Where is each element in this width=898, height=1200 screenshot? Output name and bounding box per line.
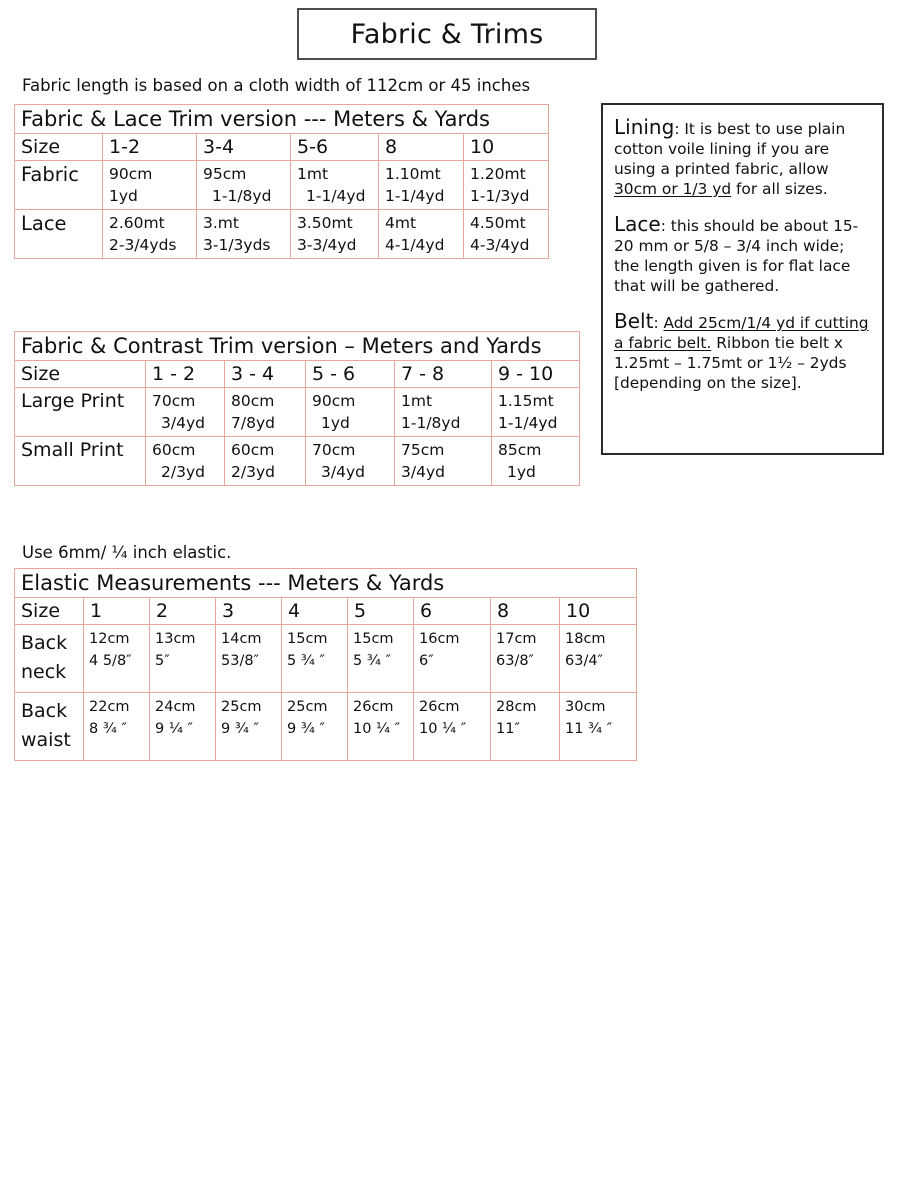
row-label-back-neck: Back neck — [15, 625, 84, 693]
metric-value: 3.50mt — [297, 214, 353, 232]
table-cell — [414, 692, 491, 760]
imperial-value: 1-1/4yd — [385, 187, 445, 205]
page-title-box — [297, 8, 597, 60]
metric-value: 26cm — [419, 698, 460, 715]
table-caption-row — [15, 332, 580, 361]
metric-value: 70cm — [152, 392, 196, 410]
table-cell — [225, 388, 306, 437]
metric-value: 26cm — [353, 698, 394, 715]
table-elastic-measurements — [14, 568, 637, 761]
metric-value: 1.15mt — [498, 392, 554, 410]
imperial-value: 11 ¾ ″ — [565, 720, 613, 737]
imperial-value: 10 ¼ ″ — [353, 720, 401, 737]
imperial-value: 2/3yd — [231, 463, 275, 481]
metric-value: 24cm — [155, 698, 196, 715]
table-cell — [560, 692, 637, 760]
metric-value: 70cm — [312, 441, 356, 459]
note-heading: Lining — [614, 115, 675, 139]
table-cell — [492, 437, 580, 486]
metric-value: 16cm — [419, 631, 460, 647]
note-belt — [614, 309, 871, 393]
imperial-value: 5 ¾ ″ — [287, 652, 325, 669]
imperial-value: 5 ¾ ″ — [353, 652, 391, 669]
table-cell — [395, 437, 492, 486]
column-header-size-value: 1 - 2 — [146, 361, 225, 388]
imperial-value: 1yd — [507, 463, 536, 481]
table-row — [15, 388, 580, 437]
technical-drawings — [0, 788, 898, 1200]
note-text: this should be about 15-20 mm or 5/8 – 3/4 inch wide; the length given is for flat lace that will be gathered. — [614, 217, 859, 296]
table-cell — [291, 210, 379, 259]
column-header-size-value: 5 - 6 — [306, 361, 395, 388]
note-heading-colon: : — [660, 217, 666, 236]
column-header-size-value: 1 — [84, 598, 150, 625]
table-cell — [84, 625, 150, 693]
note-text: It is best to use plain cotton voile lining if you are using a printed fabric, allow — [614, 120, 846, 179]
table-cell — [150, 692, 216, 760]
metric-value: 1mt — [297, 165, 329, 183]
table-cell — [395, 388, 492, 437]
fabric-width-note: Fabric length is based on a cloth width of 112cm or 45 inches — [22, 76, 531, 95]
metric-value: 95cm — [203, 165, 247, 183]
imperial-value: 3/4yd — [161, 414, 205, 432]
metric-value: 25cm — [287, 698, 328, 715]
column-header-size-value: 3 — [216, 598, 282, 625]
metric-value: 14cm — [221, 631, 262, 647]
table-cell — [150, 625, 216, 693]
table-cell — [379, 161, 464, 210]
table-cell — [560, 625, 637, 693]
metric-value: 3.mt — [203, 214, 239, 232]
column-header-size-value: 8 — [379, 134, 464, 161]
column-header-size-value: 5 — [348, 598, 414, 625]
imperial-value: 2-3/4yds — [109, 236, 177, 254]
imperial-value: 9 ¾ ″ — [221, 720, 259, 737]
metric-value: 30cm — [565, 698, 606, 715]
table-row — [15, 161, 549, 210]
row-label-large-print: Large Print — [15, 388, 146, 437]
imperial-value: 5″ — [155, 652, 170, 669]
imperial-value: 3-3/4yd — [297, 236, 357, 254]
metric-value: 13cm — [155, 631, 196, 647]
table-caption: Fabric & Contrast Trim version – Meters and Yards — [15, 332, 580, 361]
imperial-value: 1-1/8yd — [401, 414, 461, 432]
table-cell — [103, 161, 197, 210]
row-label-small-print: Small Print — [15, 437, 146, 486]
table-row — [15, 625, 637, 693]
table-cell — [225, 437, 306, 486]
metric-value: 1.20mt — [470, 165, 526, 183]
metric-value: 90cm — [312, 392, 356, 410]
table-row — [15, 210, 549, 259]
table-cell — [282, 692, 348, 760]
column-header-size-value: 7 - 8 — [395, 361, 492, 388]
imperial-value: 4-3/4yd — [470, 236, 530, 254]
table-caption: Fabric & Lace Trim version --- Meters & Yards — [15, 105, 549, 134]
column-header-size-value: 3 - 4 — [225, 361, 306, 388]
column-header-size-value: 6 — [414, 598, 491, 625]
imperial-value: 63/8″ — [496, 652, 534, 669]
imperial-value: 4-1/4yd — [385, 236, 445, 254]
metric-value: 60cm — [152, 441, 196, 459]
note-lining — [614, 115, 871, 199]
imperial-value: 4 5/8″ — [89, 652, 132, 669]
imperial-value: 11″ — [496, 720, 520, 737]
table-cell — [491, 625, 560, 693]
note-heading-colon: : — [653, 314, 659, 333]
dress-illustrations-svg — [0, 788, 898, 1200]
table-header-row — [15, 598, 637, 625]
imperial-value: 3-1/3yds — [203, 236, 271, 254]
imperial-value: 7/8yd — [231, 414, 275, 432]
table-cell — [282, 625, 348, 693]
column-header-size-value: 8 — [491, 598, 560, 625]
note-text: for all sizes. — [731, 180, 828, 199]
note-text: Ribbon tie belt x 1.25mt – 1.75mt or 1½ – 2yds [depending on the size]. — [614, 334, 847, 393]
table-cell — [84, 692, 150, 760]
table-cell — [348, 625, 414, 693]
column-header-size-value: 5-6 — [291, 134, 379, 161]
elastic-type-note: Use 6mm/ ¼ inch elastic. — [22, 543, 232, 562]
metric-value: 1.10mt — [385, 165, 441, 183]
imperial-value: 2/3yd — [161, 463, 205, 481]
imperial-value: 1-1/3yd — [470, 187, 530, 205]
table-header-row — [15, 361, 580, 388]
table-cell — [197, 210, 291, 259]
column-header-size: Size — [15, 134, 103, 161]
table-cell — [306, 388, 395, 437]
row-label-lace: Lace — [15, 210, 103, 259]
table-row — [15, 692, 637, 760]
metric-value: 4mt — [385, 214, 417, 232]
note-heading: Belt — [614, 309, 654, 334]
note-text-underlined: Add 25cm/1/4 yd if cutting a fabric belt. — [614, 314, 869, 353]
imperial-value: 1-1/8yd — [212, 187, 272, 205]
page-title: Fabric & Trims — [350, 18, 544, 50]
table-cell — [306, 437, 395, 486]
table-cell — [291, 161, 379, 210]
column-header-size-value: 4 — [282, 598, 348, 625]
table-fabric-contrast-trim — [14, 331, 580, 486]
table-cell — [216, 692, 282, 760]
table-caption: Elastic Measurements --- Meters & Yards — [15, 569, 637, 598]
table-cell — [348, 692, 414, 760]
table-cell — [464, 161, 549, 210]
metric-value: 1mt — [401, 392, 433, 410]
table-cell — [197, 161, 291, 210]
metric-value: 12cm — [89, 631, 130, 647]
metric-value: 80cm — [231, 392, 275, 410]
table-cell — [146, 388, 225, 437]
metric-value: 22cm — [89, 698, 130, 715]
row-label-back-waist: Back waist — [15, 692, 84, 760]
metric-value: 85cm — [498, 441, 542, 459]
column-header-size: Size — [15, 361, 146, 388]
metric-value: 17cm — [496, 631, 537, 647]
metric-value: 4.50mt — [470, 214, 526, 232]
imperial-value: 1yd — [321, 414, 350, 432]
table-caption-row — [15, 569, 637, 598]
column-header-size-value: 3-4 — [197, 134, 291, 161]
table-cell — [146, 437, 225, 486]
column-header-size-value: 10 — [464, 134, 549, 161]
table-cell — [216, 625, 282, 693]
table-caption-row — [15, 105, 549, 134]
imperial-value: 9 ¼ ″ — [155, 720, 193, 737]
row-label-fabric: Fabric — [15, 161, 103, 210]
note-lace — [614, 212, 871, 296]
imperial-value: 9 ¾ ″ — [287, 720, 325, 737]
imperial-value: 3/4yd — [401, 463, 445, 481]
note-heading-colon: : — [674, 120, 680, 138]
metric-value: 75cm — [401, 441, 445, 459]
column-header-size-value: 9 - 10 — [492, 361, 580, 388]
imperial-value: 1-1/4yd — [306, 187, 366, 205]
metric-value: 25cm — [221, 698, 262, 715]
table-row — [15, 437, 580, 486]
imperial-value: 53/8″ — [221, 652, 259, 669]
metric-value: 2.60mt — [109, 214, 165, 232]
column-header-size-value: 10 — [560, 598, 637, 625]
metric-value: 15cm — [287, 631, 328, 647]
table-cell — [414, 625, 491, 693]
notes-panel — [601, 103, 884, 455]
table-cell — [103, 210, 197, 259]
note-text-underlined: 30cm or 1/3 yd — [614, 180, 732, 199]
table-header-row — [15, 134, 549, 161]
imperial-value: 10 ¼ ″ — [419, 720, 467, 737]
imperial-value: 1yd — [109, 187, 138, 205]
column-header-size-value: 1-2 — [103, 134, 197, 161]
table-cell — [379, 210, 464, 259]
column-header-size: Size — [15, 598, 84, 625]
table-cell — [491, 692, 560, 760]
metric-value: 90cm — [109, 165, 153, 183]
imperial-value: 6″ — [419, 652, 434, 669]
metric-value: 15cm — [353, 631, 394, 647]
imperial-value: 3/4yd — [321, 463, 365, 481]
imperial-value: 1-1/4yd — [498, 414, 558, 432]
metric-value: 60cm — [231, 441, 275, 459]
imperial-value: 63/4″ — [565, 652, 603, 669]
column-header-size-value: 2 — [150, 598, 216, 625]
table-fabric-lace-trim — [14, 104, 549, 259]
metric-value: 18cm — [565, 631, 606, 647]
table-cell — [492, 388, 580, 437]
metric-value: 28cm — [496, 698, 537, 715]
table-cell — [464, 210, 549, 259]
note-heading: Lace — [614, 212, 661, 237]
imperial-value: 8 ¾ ″ — [89, 720, 127, 737]
